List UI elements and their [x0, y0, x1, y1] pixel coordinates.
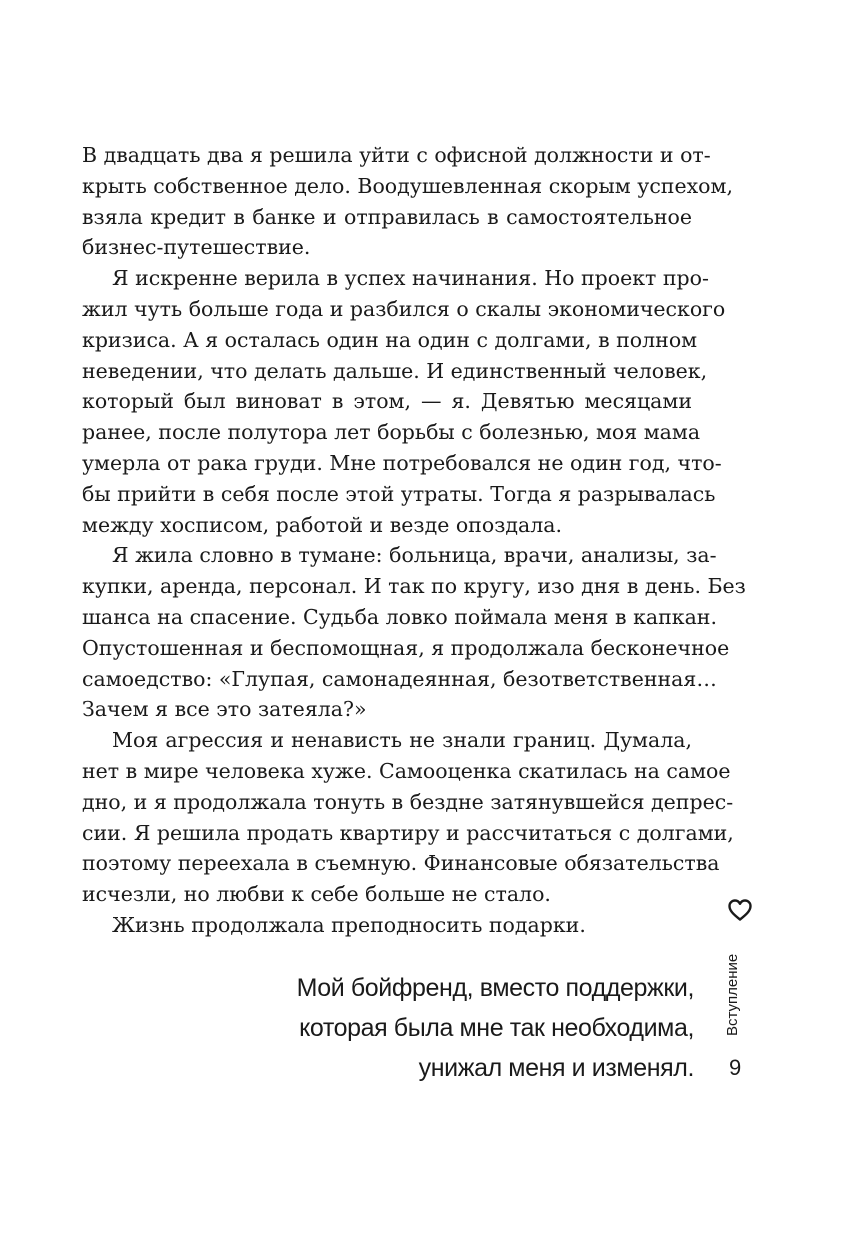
- paragraph-4: [82, 725, 734, 910]
- text-line: между хосписом, работой и везде опоздала.: [82, 512, 562, 537]
- text-line: Моя агрессия и ненависть не знали границ. Думала,: [112, 728, 692, 753]
- text-line: В двадцать два я решила уйти с офисной должности и от-: [82, 143, 711, 167]
- heart-outline-icon: [727, 898, 753, 922]
- text-line: шанса на спасение. Судьба ловко поймала меня в капкан.: [82, 604, 717, 629]
- chapter-title: Вступление: [724, 953, 741, 1036]
- pull-quote-line: унижал меня и изменял.: [418, 1054, 694, 1082]
- text-line: самоедство: «Глупая, самонадеянная, безответственная…: [82, 666, 717, 691]
- paragraph-5: [82, 910, 692, 941]
- text-line: Я искренне верила в успех начинания. Но проект про-: [112, 266, 709, 291]
- text-line: который был виноват в этом, — я. Девятью месяцами: [82, 389, 692, 414]
- text-line: умерла от рака груди. Мне потребовался не один год, что-: [82, 450, 722, 475]
- body-text: [82, 140, 746, 941]
- text-line: Опустошенная и беспомощная, я продолжала бесконечное: [82, 635, 730, 660]
- text-line: дно, и я продолжала тонуть в бездне затянувшейся депрес-: [82, 789, 734, 814]
- text-line: Жизнь продолжала преподносить подарки.: [112, 912, 586, 937]
- text-line: кризиса. А я осталась один на один с долгами, в полном: [82, 327, 698, 352]
- text-line: ранее, после полутора лет борьбы с болезнью, моя мама: [82, 420, 701, 445]
- paragraph-3: [82, 540, 746, 725]
- text-line: нет в мире человека хуже. Самооценка скатилась на самое: [82, 758, 731, 783]
- text-line: бизнес-путешествие.: [82, 235, 311, 260]
- text-line: исчезли, но любви к себе больше не стало.: [82, 882, 551, 907]
- text-line: бы прийти в себя после этой утраты. Тогда я разрывалась: [82, 481, 716, 506]
- text-line: сии. Я решила продать квартиру и рассчитаться с долгами,: [82, 820, 734, 845]
- text-line: поэтому переехала в съемную. Финансовые обязательства: [82, 851, 720, 876]
- text-line: взяла кредит в банке и отправилась в самостоятельное: [82, 204, 692, 229]
- paragraph-1: [82, 140, 733, 263]
- text-line: купки, аренда, персонал. И так по кругу, изо дня в день. Без: [82, 574, 746, 599]
- text-line: жил чуть больше года и разбился о скалы экономического: [82, 296, 726, 321]
- page-number: 9: [729, 1055, 742, 1080]
- pull-quote-line: которая была мне так необходима,: [299, 1014, 694, 1042]
- pull-quote: [234, 968, 694, 1088]
- text-line: Я жила словно в тумане: больница, врачи, анализы, за-: [112, 543, 717, 568]
- paragraph-2: [82, 263, 726, 540]
- text-line: неведении, что делать дальше. И единственный человек,: [82, 358, 708, 383]
- text-line: крыть собственное дело. Воодушевленная скорым успехом,: [82, 173, 733, 198]
- pull-quote-line: Мой бойфренд, вместо поддержки,: [296, 974, 694, 1002]
- text-line: Зачем я все это затеяла?»: [82, 697, 367, 722]
